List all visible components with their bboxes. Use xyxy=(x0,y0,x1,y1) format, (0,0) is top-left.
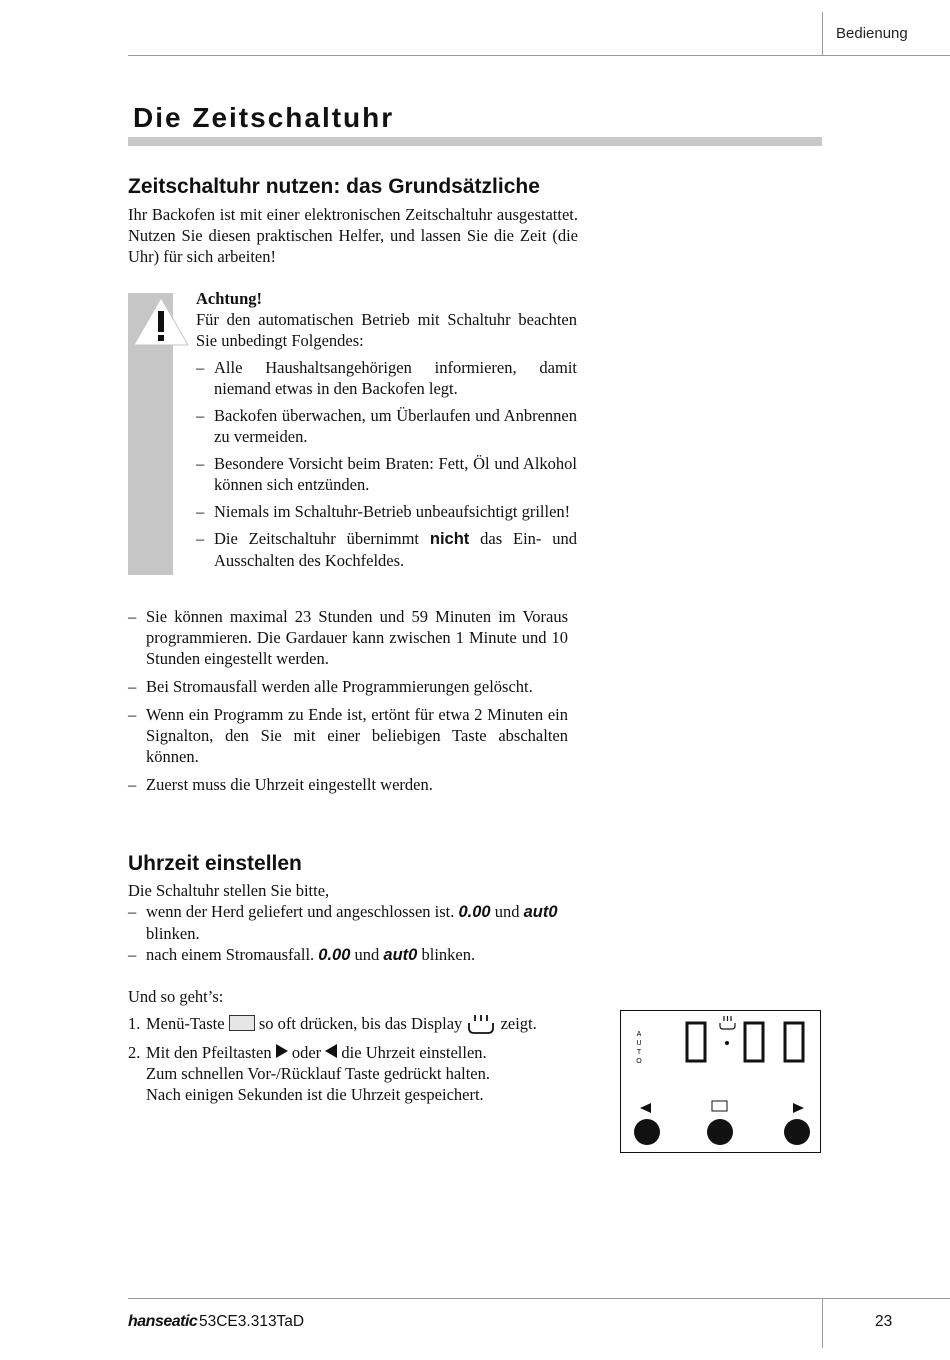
warning-triangle-icon xyxy=(132,296,190,348)
clock-conditions-list xyxy=(128,901,608,966)
warning-block xyxy=(196,288,577,571)
steps-block xyxy=(128,1013,608,1112)
list-item xyxy=(128,944,608,966)
menu-key-icon xyxy=(712,1101,727,1111)
list-item xyxy=(196,528,577,571)
list-item: – Bei Stromausfall werden alle Programmierungen gelöscht. xyxy=(128,676,568,697)
text-run: blinken. xyxy=(146,924,200,943)
warning-title: Achtung! xyxy=(196,289,263,308)
title-underline-bar xyxy=(128,137,822,146)
text-run: Die Zeitschaltuhr übernimmt xyxy=(214,529,430,548)
display-code: aut0 xyxy=(383,946,418,964)
text-run: nach einem Stromausfall. xyxy=(146,945,319,964)
menu-button[interactable] xyxy=(707,1119,733,1145)
text-run: zeigt. xyxy=(496,1014,537,1033)
display-code: 0.00 xyxy=(458,903,491,921)
time-digit xyxy=(687,1023,705,1061)
warning-text: Für den automatischen Betrieb mit Schaltuhr beachten Sie unbedingt Folgendes: xyxy=(196,310,577,350)
steps-list xyxy=(128,1013,608,1105)
list-item: – Niemals im Schaltuhr-Betrieb unbeaufsichtigt grillen! xyxy=(196,501,577,522)
text-run: Menü-Taste xyxy=(146,1014,229,1033)
right-button[interactable] xyxy=(784,1119,810,1145)
list-item: – Sie können maximal 23 Stunden und 59 Minuten im Voraus programmieren. Die Gardauer kann zwischen 1 Minute und 10 Stunden eingestellt werden. xyxy=(128,606,568,669)
list-item: – Besondere Vorsicht beim Braten: Fett, Öl und Alkohol können sich entzünden. xyxy=(196,453,577,495)
arrow-right-icon xyxy=(276,1044,288,1058)
left-button[interactable] xyxy=(634,1119,660,1145)
text-run: die Uhrzeit einstellen. xyxy=(337,1043,487,1062)
list-item xyxy=(128,901,608,944)
display-code: aut0 xyxy=(523,903,558,921)
text-run: und xyxy=(490,902,524,921)
menu-key-icon xyxy=(229,1015,255,1031)
arrow-left-icon xyxy=(640,1103,651,1113)
section-label: Bedienung xyxy=(836,25,908,42)
clock-intro: Die Schaltuhr stellen Sie bitte, xyxy=(128,881,330,900)
time-digit xyxy=(745,1023,763,1061)
arrow-left-icon xyxy=(325,1044,337,1058)
pot-icon xyxy=(720,1016,735,1029)
text-run: und xyxy=(350,945,384,964)
list-item: – Alle Haushaltsangehörigen informieren, damit niemand etwas in den Backofen legt. xyxy=(196,357,577,399)
text-run: Nach einigen Sekunden ist die Uhrzeit gespeichert. xyxy=(146,1085,484,1104)
header-divider xyxy=(822,12,823,56)
time-separator xyxy=(725,1041,729,1045)
step-number: 1. xyxy=(128,1014,141,1033)
auto-letter: A xyxy=(636,1031,642,1038)
basics-intro: Ihr Backofen ist mit einer elektronischen Zeitschaltuhr ausgestattet. Nutzen Sie diesen praktischen Helfer, und lassen Sie die Zeit (die Uhr) für sich arbeiten! xyxy=(128,205,578,266)
footer-divider xyxy=(822,1298,823,1348)
list-item: – Wenn ein Programm zu Ende ist, ertönt für etwa 2 Minuten ein Signalton, den Sie mit einer beliebigen Taste abschalten können. xyxy=(128,704,568,767)
text-run: wenn der Herd geliefert und angeschlossen ist. xyxy=(146,902,459,921)
time-digit xyxy=(785,1023,803,1061)
header-rule xyxy=(128,55,950,56)
notes-list xyxy=(128,606,568,795)
oven-display-panel xyxy=(620,1010,821,1153)
list-item: – Backofen überwachen, um Überlaufen und Anbrennen zu vermeiden. xyxy=(196,405,577,447)
footer-rule xyxy=(128,1298,950,1299)
display-illustration xyxy=(621,1011,822,1154)
notes-block xyxy=(128,606,568,795)
text-run: Zum schnellen Vor-/Rücklauf Taste gedrückt halten. xyxy=(146,1064,491,1083)
arrow-right-icon xyxy=(793,1103,804,1113)
text-run: Mit den Pfeiltasten xyxy=(146,1043,276,1062)
text-run: blinken. xyxy=(417,945,476,964)
auto-letter: O xyxy=(636,1058,642,1065)
warning-list xyxy=(196,357,577,571)
auto-letter: T xyxy=(636,1049,642,1056)
text-run: das Ein- und Ausschalten des Kochfeldes. xyxy=(214,529,578,570)
step-item xyxy=(128,1013,608,1035)
step-number: 2. xyxy=(128,1043,141,1062)
text-run: so oft drücken, bis das Display xyxy=(254,1014,467,1033)
emphasis-text: nicht xyxy=(429,530,470,548)
auto-letter: U xyxy=(636,1040,642,1047)
display-code: 0.00 xyxy=(318,946,351,964)
how-to-label: Und so geht’s: xyxy=(128,987,224,1006)
clock-heading: Uhrzeit einstellen xyxy=(128,852,302,875)
brand-logo: hanseatic xyxy=(128,1313,198,1330)
basics-heading: Zeitschaltuhr nutzen: das Grundsätzliche xyxy=(128,175,540,198)
pot-icon xyxy=(466,1013,496,1035)
step-item xyxy=(128,1042,608,1105)
text-run: oder xyxy=(287,1043,326,1062)
page-title: Die Zeitschaltuhr xyxy=(133,102,395,133)
list-item: – Zuerst muss die Uhrzeit eingestellt werden. xyxy=(128,774,568,795)
page-number: 23 xyxy=(875,1313,893,1330)
model-number: 53CE3.313TaD xyxy=(199,1313,305,1330)
clock-intro-block xyxy=(128,880,608,966)
